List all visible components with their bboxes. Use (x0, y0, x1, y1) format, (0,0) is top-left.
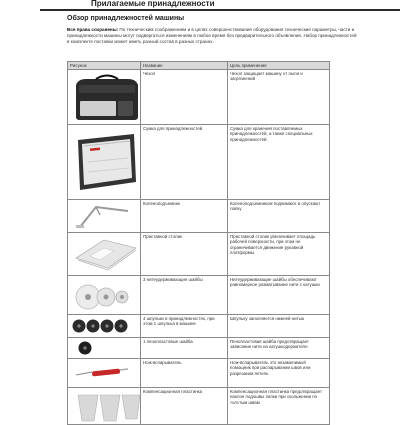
row-picture (68, 276, 141, 315)
row-use: Компенсационная пластинка предотвращает наклон подошвы лапки при скольжении по толстым швам (228, 388, 330, 425)
table-row (68, 276, 330, 315)
table-row (68, 388, 330, 425)
row-name: Компенсационная пластинка (141, 388, 228, 425)
row-use: Нож-вспарыватель это незаменимый помощник при распарывании швов или разрезании петель (228, 359, 330, 388)
header-purpose: Цель применения (228, 62, 330, 70)
table-row (68, 200, 330, 233)
section-title: Обзор принадлежностей машины (67, 15, 185, 22)
row-name: Нож-вспарыватель (141, 359, 228, 388)
header-picture: Рисунок (68, 62, 141, 70)
table-row (68, 125, 330, 200)
row-name: 3 нитеудерживающие шайбы (141, 276, 228, 315)
row-name: Сумка для принадлежностей (141, 125, 228, 200)
row-picture (68, 359, 141, 388)
row-picture (68, 125, 141, 200)
row-picture (68, 200, 141, 233)
accessory-bag-icon (70, 126, 143, 198)
page-title: Прилагаемые принадлежности (88, 0, 218, 8)
row-use: Чехол защищает машину от пыли и загрязнений (228, 70, 330, 125)
row-use: Пенопластовая шайба предотвращает зависание нити на катушкодержателе. (228, 338, 330, 359)
accessories-table (67, 61, 330, 425)
row-picture (68, 315, 141, 338)
intro-bold: Все права сохранены: (67, 27, 119, 32)
table-row (68, 315, 330, 338)
table-row (68, 70, 330, 125)
table-row (68, 338, 330, 359)
extension-table-icon (70, 234, 143, 274)
dust-cover-icon (70, 71, 143, 123)
table-row (68, 233, 330, 276)
row-use: Коленоподъемником поднимают и опускают лапку (228, 200, 330, 233)
seam-ripper-icon (70, 360, 143, 386)
row-use: Нитеудерживающие шайбы обеспечивают равномерное разматывание нити с катушки (228, 276, 330, 315)
table-header-row (68, 62, 330, 70)
intro-paragraph (67, 27, 357, 46)
row-name: Приставной столик (141, 233, 228, 276)
bobbins-icon (70, 316, 143, 336)
row-name: Коленоподъемник (141, 200, 228, 233)
row-name: Чехол (141, 70, 228, 125)
row-picture (68, 233, 141, 276)
spool-discs-icon (70, 277, 143, 313)
page-header (0, 0, 400, 14)
row-picture (68, 338, 141, 359)
header-rule (40, 9, 400, 11)
row-use: Приставной столик увеличивает площадь рабочей поверхности, при этом не ограничивается движение рукавной платформы. (228, 233, 330, 276)
intro-text: По техническим соображениям и в целях совершенствования оборудования технические параметры, части и принадлежности машины могут подвергаться изменениям в любое время без предварительного объявления. Набор принадлежностей в комплекте поставки может иметь разный состав в разных странах. (67, 27, 357, 45)
row-use: Шпульку заполняется нижней нитью (228, 315, 330, 338)
row-name: 1 пенопластовые шайба (141, 338, 228, 359)
row-picture (68, 388, 141, 425)
row-use: Сумка для хранения поставляемых принадлежностей, а также специальных принадлежностей. (228, 125, 330, 200)
row-picture (68, 70, 141, 125)
row-name: 4 шпульки в принадлежностях, при этом 1 шпулька в машине (141, 315, 228, 338)
foam-pad-icon (70, 339, 143, 357)
table-row (68, 359, 330, 388)
knee-lifter-icon (70, 201, 143, 231)
header-name: Название (141, 62, 228, 70)
height-compensator-icon (70, 389, 143, 423)
